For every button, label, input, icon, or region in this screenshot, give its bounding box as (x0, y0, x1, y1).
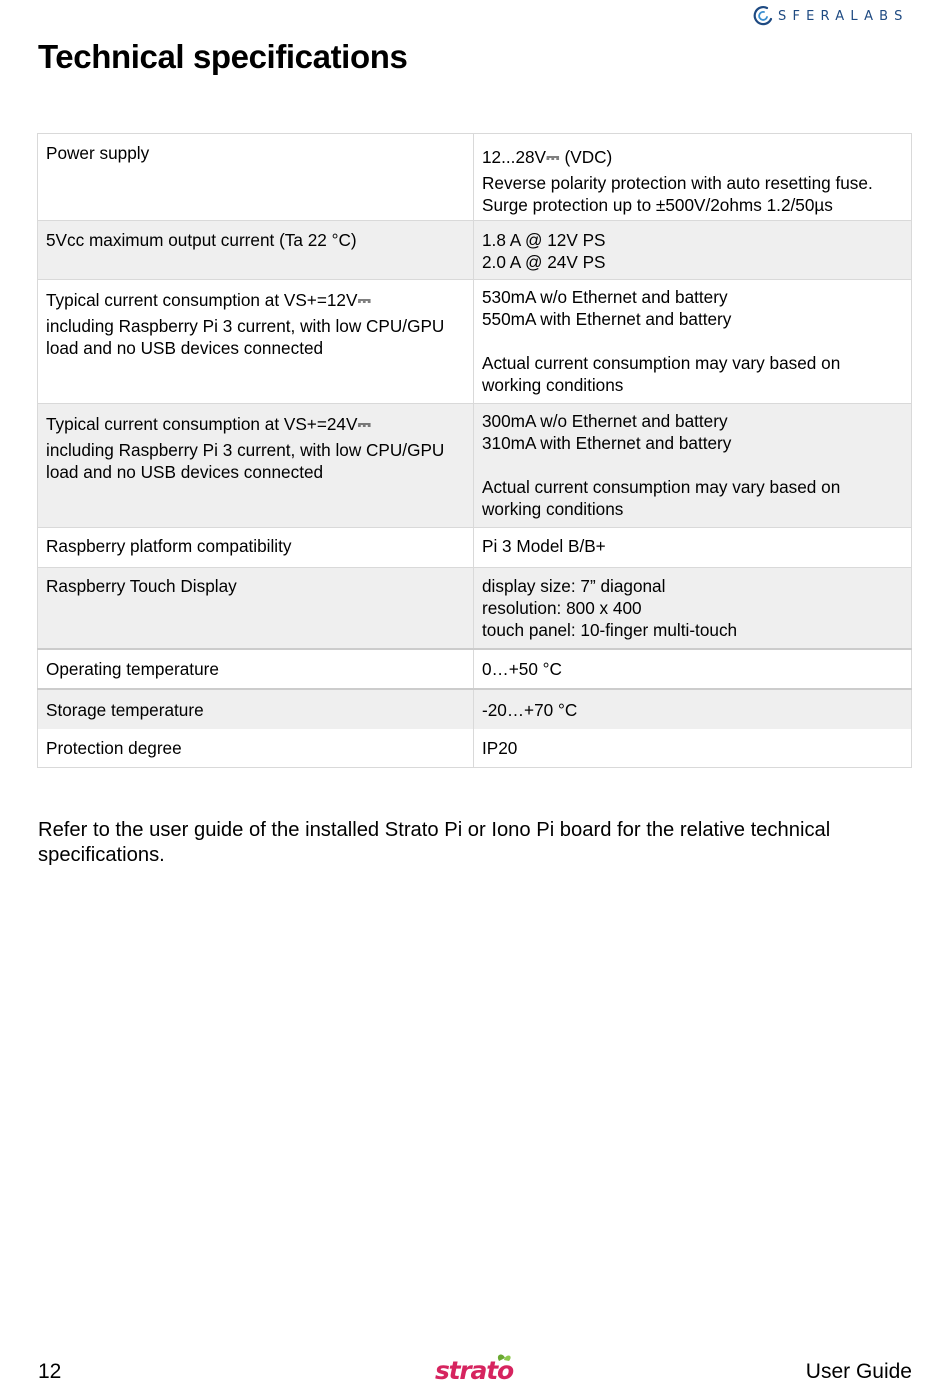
sferalabs-wordmark: SFERALABS (778, 8, 909, 24)
spec-value: 550mA with Ethernet and battery (482, 309, 732, 329)
spec-label: Operating temperature (46, 658, 219, 679)
spec-value-cell (474, 280, 912, 404)
spec-value: resolution: 800 x 400 (482, 598, 642, 618)
spec-value: IP20 (482, 737, 518, 758)
spec-value-cell (474, 404, 912, 528)
spec-value: 12...28V⎓ (VDC) (482, 147, 613, 167)
spec-label-cell (38, 221, 474, 280)
spec-value: -20…+70 °C (482, 699, 578, 720)
strato-wordmark: strato (435, 1356, 513, 1385)
spec-value-cell (474, 689, 912, 729)
spec-value: 300mA w/o Ethernet and battery (482, 411, 728, 431)
spec-row (38, 134, 912, 221)
spec-value-cell (474, 221, 912, 280)
spec-row (38, 689, 912, 729)
spec-value: 2.0 A @ 24V PS (482, 252, 606, 272)
spec-value: Actual current consumption may vary based on (482, 477, 841, 497)
sferalabs-swirl-icon (752, 5, 774, 27)
spec-label-cell (38, 280, 474, 404)
spec-row (38, 649, 912, 689)
spec-label: Protection degree (46, 737, 182, 758)
spec-label: Typical current consumption at VS+=12V⎓ (46, 290, 372, 310)
spec-value: display size: 7” diagonal (482, 576, 666, 596)
spec-value-cell (474, 528, 912, 568)
spec-label: load and no USB devices connected (46, 462, 324, 482)
spec-value: Surge protection up to ±500V/2ohms 1.2/50µs (482, 195, 833, 215)
spec-label-cell (38, 528, 474, 568)
spec-label: Typical current consumption at VS+=24V⎓ (46, 414, 372, 434)
spec-label: Power supply (46, 143, 150, 163)
strato-logo (433, 1353, 517, 1390)
spec-label-cell (38, 134, 474, 221)
page-number: 12 (38, 1360, 62, 1383)
spec-value: Actual current consumption may vary based on (482, 353, 841, 373)
spec-value: 0…+50 °C (482, 658, 562, 679)
spec-row (38, 729, 912, 768)
spec-value: Reverse polarity protection with auto resetting fuse. (482, 173, 873, 193)
spec-value-cell (474, 649, 912, 689)
spec-label-cell (38, 568, 474, 649)
spec-row (38, 528, 912, 568)
spec-label: Raspberry platform compatibility (46, 536, 292, 556)
page-title: Technical specifications (38, 38, 408, 75)
spec-label-cell (38, 689, 474, 729)
spec-value: working conditions (482, 499, 624, 519)
spec-row (38, 280, 912, 404)
spec-value: Pi 3 Model B/B+ (482, 536, 606, 556)
reference-note: Refer to the user guide of the installed Strato Pi or Iono Pi board for the relative technical specifications. (38, 819, 831, 866)
spec-label: load and no USB devices connected (46, 338, 324, 358)
spec-label: Raspberry Touch Display (46, 576, 237, 596)
spec-value-spacer (482, 330, 905, 352)
strato-logo-graphic (433, 1353, 517, 1385)
spec-value-cell (474, 729, 912, 768)
spec-label-cell (38, 404, 474, 528)
spec-label-cell (38, 729, 474, 768)
spec-value: 530mA w/o Ethernet and battery (482, 287, 728, 307)
spec-row (38, 221, 912, 280)
spec-label: Storage temperature (46, 699, 204, 720)
spec-label: including Raspberry Pi 3 current, with low CPU/GPU (46, 316, 445, 336)
spec-label-cell (38, 649, 474, 689)
spec-value-spacer (482, 454, 905, 476)
spec-label: including Raspberry Pi 3 current, with low CPU/GPU (46, 440, 445, 460)
sferalabs-logo (752, 5, 909, 27)
spec-value: working conditions (482, 375, 624, 395)
spec-row (38, 404, 912, 528)
spec-table (37, 133, 912, 768)
spec-value: touch panel: 10-finger multi-touch (482, 620, 738, 640)
spec-value: 1.8 A @ 12V PS (482, 230, 606, 250)
spec-label: 5Vcc maximum output current (Ta 22 °C) (46, 230, 357, 250)
spec-value-cell (474, 568, 912, 649)
spec-row (38, 568, 912, 649)
spec-value: 310mA with Ethernet and battery (482, 433, 732, 453)
footer-label: User Guide (805, 1360, 912, 1383)
spec-value-cell (474, 134, 912, 221)
